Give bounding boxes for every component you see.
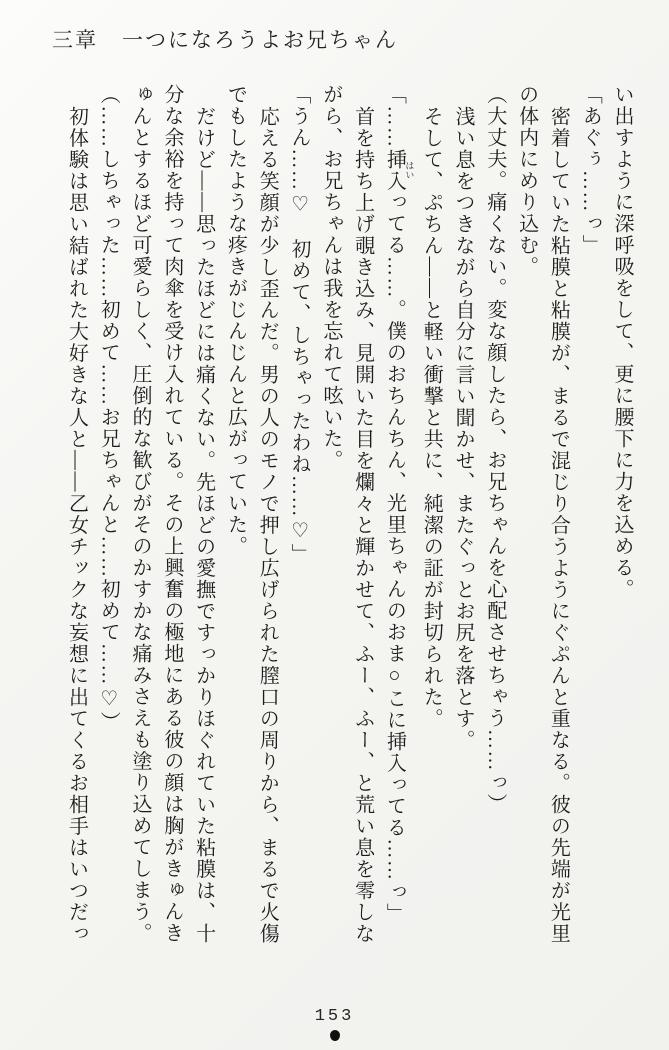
text-line: 初体験は思い結ばれた大好きな人と――乙女チックな妄想に出てくるお相手はいつだっ [65, 105, 88, 944]
text-line: でもしたような疼きがじんじんと広がっていた。 [224, 84, 247, 557]
text-line: だけど――思ったほどには痛くない。先ほどの愛撫ですっかりほぐれていた粘膜は、十 [192, 105, 215, 944]
text-line: （……しちゃった……初めて……お兄ちゃんと……初めて……♡） [97, 84, 120, 733]
text-line: （大丈夫。痛くない。変な顔したら、お兄ちゃんを心配させちゃう……っ） [483, 84, 506, 815]
text-line: 応える笑顔が少し歪んだ。男の人のモノで押し広げられた膣口の周りから、まるで火傷 [256, 105, 279, 944]
body-text [60, 84, 637, 956]
text-line: 首を持ち上げ覗き込み、見開いた目を爛々と輝かせて、ふー、ふー、と荒い息を零しな [351, 105, 374, 944]
text-line: 「うん……♡ 初めて、しちゃったわね……♡」 [288, 84, 311, 565]
text-line: ゅんとするほど可愛らしく、圧倒的な歓びがそのかすかな痛みさえも塗り込めてしまう。 [129, 84, 152, 944]
text-line: がら、お兄ちゃんは我を忘れて呟いた。 [319, 84, 342, 471]
text-line: そして、ぷちん――と軽い衝撃と共に、純潔の証が封切られた。 [420, 105, 443, 729]
text-line: 浅い息をつきながら自分に言い聞かせ、またぐっとお尻を落とす。 [452, 105, 475, 751]
chapter-title: 一つになろうよお兄ちゃん [122, 28, 398, 52]
page-number: 153 [314, 1007, 355, 1026]
chapter-label: 三章 [52, 28, 98, 52]
text-line: 密着していた粘膜と粘膜が、まるで混じり合うようにぐぷんと重なる。彼の先端が光里 [547, 105, 570, 944]
text-line: 「……挿入 はいってる……。僕のおちんちん、光里ちゃんのおま○こに挿入ってる……っ」 [383, 84, 415, 925]
text-line: の体内にめり込む。 [515, 84, 538, 278]
text-line: 分な余裕を持って肉傘を受け入れている。その上興奮の極地にある彼の顔は胸がきゅんき [160, 84, 183, 944]
text-line: い出すように深呼吸をして、更に腰下に力を込める。 [611, 84, 633, 600]
running-head [52, 24, 398, 54]
page-ornament-dot [330, 1030, 340, 1041]
text-line: 「あぐぅ……っ」 [579, 84, 602, 256]
ruby-annotated-word: 挿入 はい [383, 148, 415, 192]
